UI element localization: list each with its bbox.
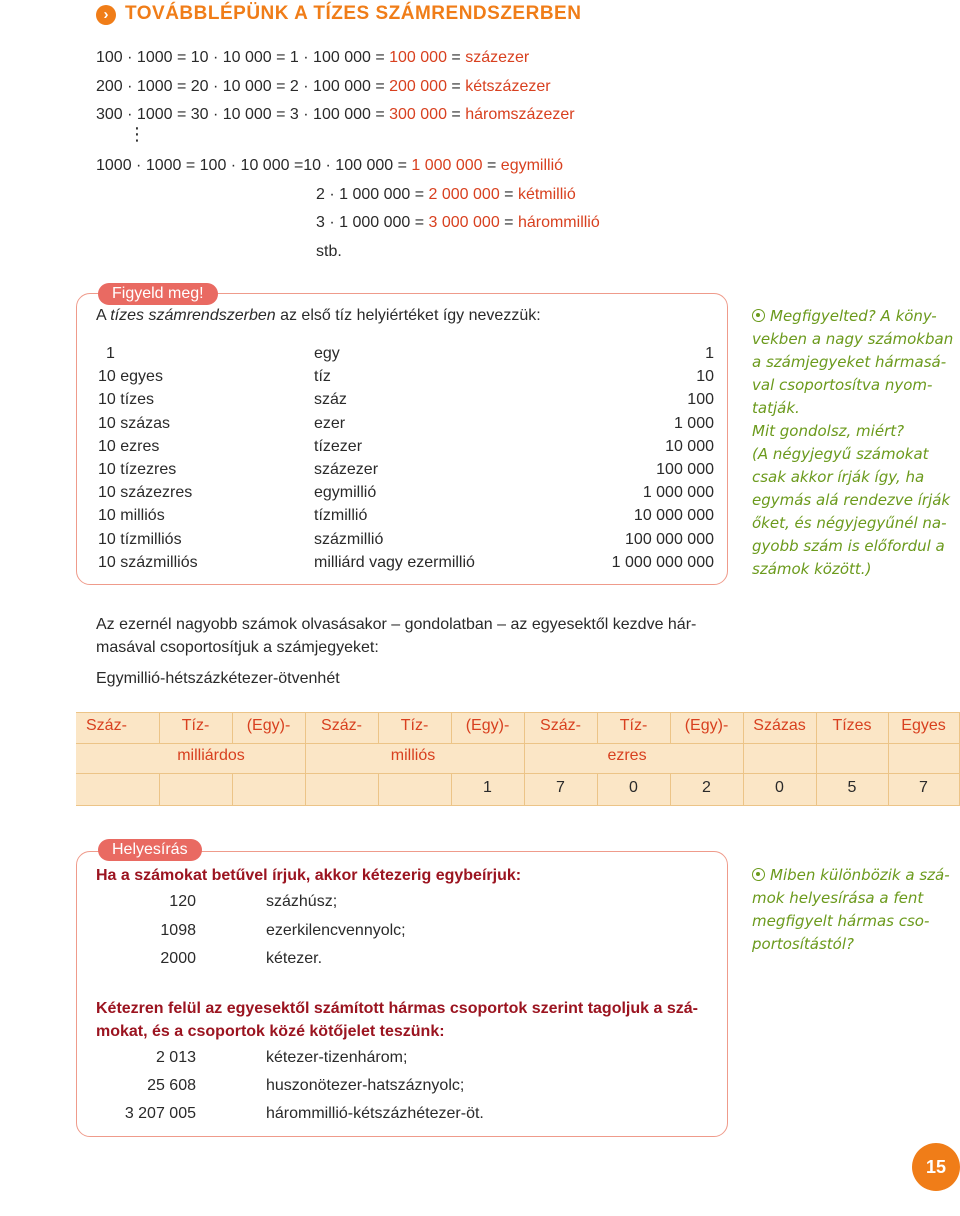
equation-line-6: 3 · 1 000 000 = 3 000 000 = hárommillió xyxy=(316,214,600,231)
pv-header: Tízes xyxy=(832,717,872,734)
figyeld-meg-tab: Figyeld meg! xyxy=(98,283,218,305)
pv-header: Százas xyxy=(753,717,806,734)
side-note-grouping: Megfigyelted? A köny- vekben a nagy számokban a számjegyeket hármasá- val csoportosítva nyom- tatják. Mit gondolsz, miért? (A négyjegyű számokat csak akkor írják így, ha egymás alá rendezve írják őket, és négyjegyűnél na- gyobb szám is előfordul a számok között.) xyxy=(752,307,954,578)
pv-digit: 0 xyxy=(629,779,638,796)
equation-number: 300 000 xyxy=(389,106,447,123)
equation-word: hárommillió xyxy=(517,214,600,231)
equation-line-5: 2 · 1 000 000 = 2 000 000 = kétmillió xyxy=(316,186,576,203)
equation-number: 2 000 000 xyxy=(428,186,500,203)
pv-group-label: milliós xyxy=(390,747,436,764)
spelling-example-word: hárommillió-kétszázhétezer-öt. xyxy=(266,1105,484,1122)
pv-header: Száz- xyxy=(321,717,362,734)
spelling-example-word: huszonötezer-hatszáznyolc; xyxy=(266,1077,465,1094)
spelling-example-word: kétezer-tizenhárom; xyxy=(266,1049,408,1066)
equation-line-4: 1000 · 1000 = 100 · 10 000 =10 · 100 000 = 1 000 000 = egymillió xyxy=(96,157,564,174)
equation-line-3: 300 · 1000 = 30 · 10 000 = 3 · 100 000 = 300 000 = háromszázezer xyxy=(96,106,575,123)
equation-number: 200 000 xyxy=(389,78,447,95)
spelling-example-number: 120 xyxy=(169,893,196,910)
section-title: TOVÁBBLÉPÜNK A TÍZES SZÁMRENDSZERBEN xyxy=(125,3,582,24)
equation-word: háromszázezer xyxy=(465,106,575,123)
pv-digit: 1 xyxy=(483,779,492,796)
equation-word: egymillió xyxy=(500,157,564,174)
pv-header: (Egy)- xyxy=(465,717,510,734)
spelling-example-number: 2 013 xyxy=(155,1049,196,1066)
pv-header: (Egy)- xyxy=(684,717,729,734)
pv-digit: 5 xyxy=(847,779,857,796)
helyesiras-tab: Helyesírás xyxy=(98,839,202,861)
equation-number: 3 000 000 xyxy=(428,214,500,231)
spelling-example-word: százhúsz; xyxy=(266,893,338,910)
spelling-example-number: 1098 xyxy=(160,922,196,939)
place-value-table xyxy=(76,712,960,806)
pv-header: Száz- xyxy=(540,717,581,734)
header-bullet-icon: › xyxy=(96,5,116,25)
equation-number: 100 000 xyxy=(389,49,447,66)
figyeld-intro: A tízes számrendszerben az első tíz helyiértéket így nevezzük: xyxy=(96,307,541,324)
equation-word: kétmillió xyxy=(517,186,576,203)
spelling-example-number: 2000 xyxy=(160,950,196,967)
side-note-spelling: Miben különbözik a szá- mok helyesírása a fent megfigyelt hármas cso- portosítástól? xyxy=(752,866,950,953)
pv-header: Tíz- xyxy=(619,717,648,734)
spelling-example-word: kétezer. xyxy=(266,950,323,967)
equation-number: 1 000 000 xyxy=(411,157,483,174)
pv-header: Tíz- xyxy=(400,717,429,734)
pv-digit: 7 xyxy=(556,779,565,796)
equation-word: kétszázezer xyxy=(465,78,551,95)
pv-header: (Egy)- xyxy=(246,717,291,734)
equation-stb: stb. xyxy=(316,243,342,260)
spelling-example-number: 25 608 xyxy=(147,1077,196,1094)
spelling-rule-1: Ha a számokat betűvel írjuk, akkor kétezerig egybeírjuk: xyxy=(96,867,522,884)
equation-word: százezer xyxy=(465,49,530,66)
equation-line-2: 200 · 1000 = 20 · 10 000 = 2 · 100 000 = 200 000 = kétszázezer xyxy=(96,78,551,95)
equation-ellipsis: ⋮ xyxy=(128,124,146,144)
pv-header: Száz- xyxy=(86,717,127,734)
reading-example: Egymillió-hétszázkétezer-ötvenhét xyxy=(96,670,340,687)
pv-group-label: milliárdos xyxy=(177,747,245,764)
pv-digit: 0 xyxy=(775,779,784,796)
spelling-example-number: 3 207 005 xyxy=(124,1105,196,1122)
eye-icon xyxy=(752,868,765,881)
spelling-example-word: ezerkilencvennyolc; xyxy=(266,922,406,939)
page-number: 15 xyxy=(912,1143,960,1191)
spelling-rule-2: Kétezren felül az egyesektől számított hármas csoportok szerint tagoljuk a szá- mokat, és a csoportok közé kötőjelet teszünk: xyxy=(96,1000,698,1040)
reading-paragraph: Az ezernél nagyobb számok olvasásakor – gondolatban – az egyesektől kezdve hár- masával csoportosítjuk a számjegyeket: xyxy=(96,616,697,656)
pv-header: Tíz- xyxy=(181,717,210,734)
pv-header: Egyes xyxy=(901,717,946,734)
pv-digit: 7 xyxy=(919,779,928,796)
eye-icon xyxy=(752,309,765,322)
pv-group-label: ezres xyxy=(607,747,647,764)
pv-digit: 2 xyxy=(702,779,711,796)
equation-line-1: 100 · 1000 = 10 · 10 000 = 1 · 100 000 = 100 000 = százezer xyxy=(96,49,530,66)
